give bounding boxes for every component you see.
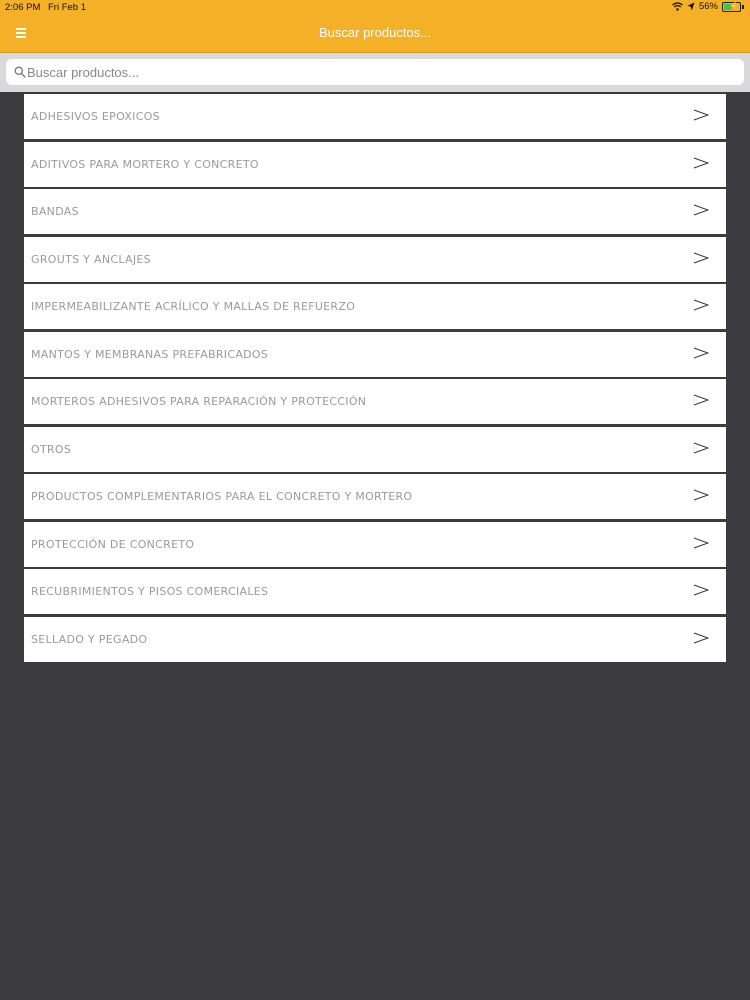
nav-title: Buscar productos...	[319, 25, 431, 40]
list-item-sellado[interactable]	[24, 617, 726, 662]
chevron-right-icon	[693, 630, 709, 646]
category-label: ADITIVOS PARA MORTERO Y CONCRETO	[31, 157, 259, 171]
search-input[interactable]	[27, 59, 727, 85]
status-right	[672, 1, 744, 12]
list-item-morteros[interactable]	[24, 379, 726, 424]
chevron-right-icon	[693, 297, 709, 313]
category-label: SELLADO Y PEGADO	[31, 632, 148, 646]
list-item-otros[interactable]	[24, 427, 726, 472]
search-bar	[0, 53, 750, 92]
battery-tip	[742, 5, 744, 9]
chevron-right-icon	[693, 107, 709, 123]
status-date: Fri Feb 1	[48, 2, 87, 13]
list-item-aditivos[interactable]	[24, 142, 726, 187]
chevron-right-icon	[693, 392, 709, 408]
category-label: BANDAS	[31, 205, 79, 218]
list-item-grouts[interactable]	[24, 237, 726, 282]
search-icon	[14, 66, 26, 78]
category-label: PRODUCTOS COMPLEMENTARIOS PARA EL CONCRETO Y MORTERO	[31, 490, 413, 503]
status-bar	[0, 0, 750, 15]
list-item-mantos[interactable]	[24, 332, 726, 377]
list-item-adhesivos-epoxicos[interactable]	[24, 94, 726, 139]
category-label: OTROS	[31, 442, 72, 456]
search-box[interactable]	[6, 59, 744, 85]
category-label: MANTOS Y MEMBRANAS PREFABRICADOS	[31, 347, 269, 361]
category-label: GROUTS Y ANCLAJES	[31, 252, 151, 266]
chevron-right-icon	[693, 345, 709, 361]
chevron-right-icon	[693, 202, 709, 218]
status-time: 2:06 PM	[5, 2, 41, 13]
category-label: ADHESIVOS EPOXICOS	[31, 110, 160, 123]
wifi-icon	[672, 2, 683, 11]
list-item-proteccion[interactable]	[24, 522, 726, 567]
list-item-bandas[interactable]	[24, 189, 726, 234]
chevron-right-icon	[693, 535, 709, 551]
location-arrow-icon	[687, 2, 695, 11]
category-list	[24, 94, 726, 664]
chevron-right-icon	[693, 487, 709, 503]
list-item-productos-complementarios[interactable]	[24, 474, 726, 519]
chevron-right-icon	[693, 155, 709, 171]
category-label: IMPERMEABILIZANTE ACRÍLICO Y MALLAS DE REFUERZO	[31, 300, 356, 313]
chevron-right-icon	[693, 250, 709, 266]
list-item-recubrimientos[interactable]	[24, 569, 726, 614]
nav-bar	[0, 15, 750, 53]
chevron-right-icon	[693, 582, 709, 598]
category-label: PROTECCIÓN DE CONCRETO	[31, 537, 195, 551]
category-label: MORTEROS ADHESIVOS PARA REPARACIÓN Y PROTECCIÓN	[31, 395, 367, 408]
chevron-right-icon	[693, 440, 709, 456]
battery-percentage: 56%	[698, 1, 718, 12]
battery-charging-icon: ⚡	[722, 2, 741, 12]
category-label: RECUBRIMIENTOS Y PISOS COMERCIALES	[31, 585, 269, 598]
list-item-impermeabilizante[interactable]	[24, 284, 726, 329]
